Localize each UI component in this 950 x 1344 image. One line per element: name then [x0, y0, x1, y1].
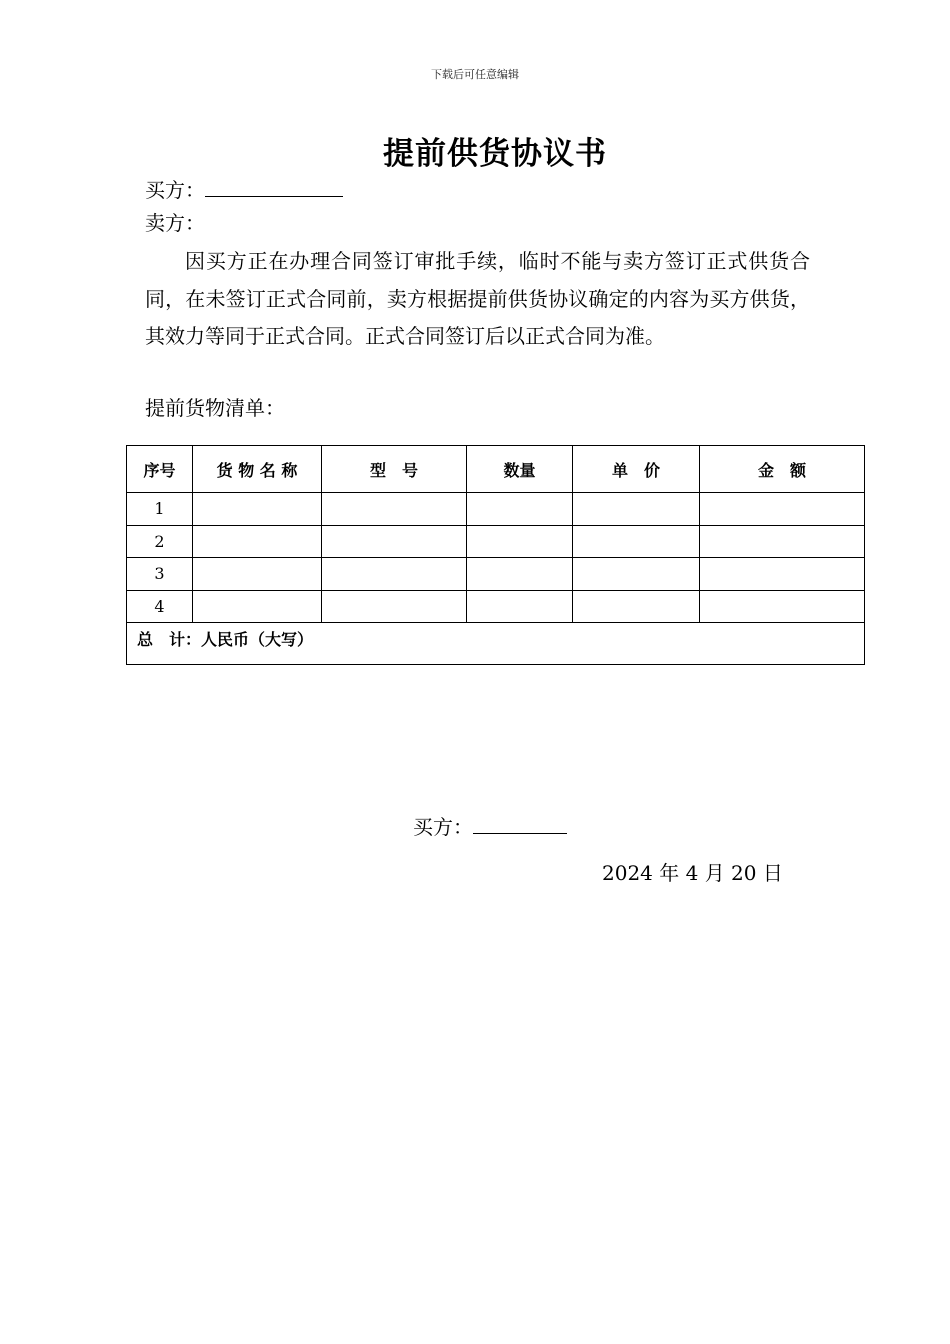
- signature-date: 2024 年 4 月 20 日: [602, 861, 783, 885]
- cell-unit-price: [573, 558, 700, 591]
- cell-quantity: [467, 525, 573, 558]
- table-row: [127, 493, 865, 526]
- goods-list-label: 提前货物清单：: [145, 396, 285, 420]
- col-header-index: 序号: [127, 446, 193, 493]
- cell-index: 2: [127, 525, 193, 558]
- cell-model: [322, 493, 467, 526]
- cell-unit-price: [573, 525, 700, 558]
- cell-quantity: [467, 493, 573, 526]
- col-header-goods-name: 货 物 名 称: [193, 446, 322, 493]
- cell-unit-price: [573, 493, 700, 526]
- document-title: 提前供货协议书: [383, 136, 607, 172]
- signature-buyer-blank: [473, 805, 567, 834]
- cell-goods-name: [193, 525, 322, 558]
- col-header-quantity: 数量: [467, 446, 573, 493]
- col-header-unit-price: 单 价: [573, 446, 700, 493]
- cell-amount: [700, 493, 865, 526]
- buyer-label: 买方：: [145, 178, 205, 202]
- total-label: 总 计：人民币（大写）: [127, 623, 865, 665]
- table-row: [127, 558, 865, 591]
- signature-buyer-line: [413, 805, 567, 846]
- cell-goods-name: [193, 493, 322, 526]
- seller-label: 卖方：: [145, 211, 205, 235]
- cell-model: [322, 590, 467, 623]
- cell-index: 4: [127, 590, 193, 623]
- goods-table: [126, 445, 865, 665]
- cell-model: [322, 525, 467, 558]
- col-header-model: 型 号: [322, 446, 467, 493]
- buyer-line: [145, 168, 343, 209]
- header-note: 下载后可任意编辑: [431, 68, 519, 81]
- cell-model: [322, 558, 467, 591]
- seller-line: [145, 205, 205, 242]
- agreement-body: 因买方正在办理合同签订审批手续，临时不能与卖方签订正式供货合同，在未签订正式合同前，卖方根据提前供货协议确定的内容为买方供货，其效力等同于正式合同。正式合同签订后以正式合同为准。: [145, 249, 810, 348]
- cell-amount: [700, 525, 865, 558]
- cell-quantity: [467, 590, 573, 623]
- cell-goods-name: [193, 558, 322, 591]
- col-header-amount: 金 额: [700, 446, 865, 493]
- cell-goods-name: [193, 590, 322, 623]
- cell-amount: [700, 590, 865, 623]
- table-row: [127, 590, 865, 623]
- buyer-blank: [205, 168, 343, 197]
- table-header-row: [127, 446, 865, 493]
- cell-amount: [700, 558, 865, 591]
- table-row: [127, 525, 865, 558]
- cell-index: 3: [127, 558, 193, 591]
- cell-index: 1: [127, 493, 193, 526]
- table-total-row: [127, 623, 865, 665]
- cell-quantity: [467, 558, 573, 591]
- signature-buyer-label: 买方：: [413, 815, 473, 839]
- cell-unit-price: [573, 590, 700, 623]
